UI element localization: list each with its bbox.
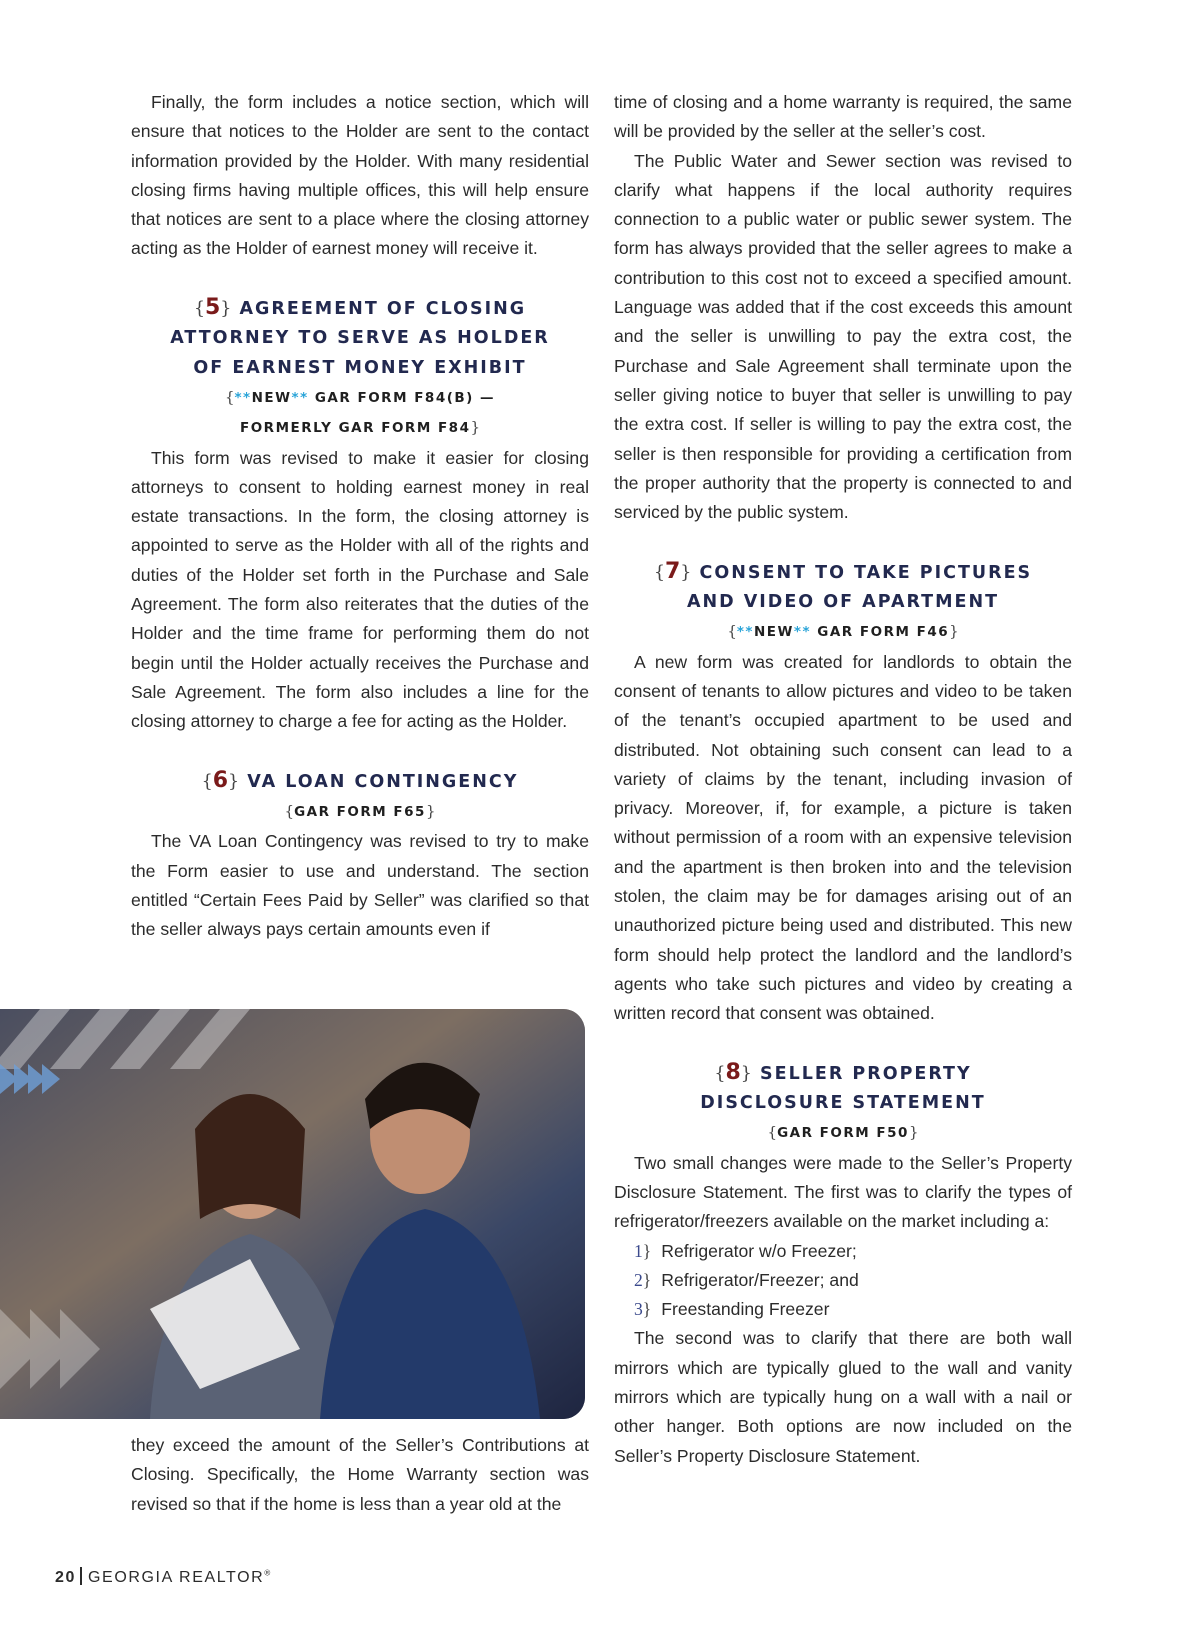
section-6-body-bottom: they exceed the amount of the Seller’s Contributions at Closing. Specifically, the Home Warranty section was revised so that if the home is less than a year old at the — [131, 1435, 589, 1514]
section-8-number: 8 — [725, 1059, 741, 1085]
section-5-subtitle: {**NEW** GAR FORM F84(B) — FORMERLY GAR FORM F84} — [224, 387, 496, 437]
section-8-title-line-1: SELLER PROPERTY — [760, 1063, 972, 1084]
list-item: 3} Freestanding Freezer — [634, 1299, 830, 1320]
section-7-body: A new form was created for landlords to obtain the consent of tenants to allow pictures and video to be taken of the tenant’s occupied apartment to be used and distributed. Not obtaining such consent can lead to a variety of claims by the tenant, including invasion of privacy. Moreover, if, for example, a picture is taken without permission of a room with an expensive television and the apartment is then broken into and the television stolen, the claim may be for damages arising out of an unauthorized picture being used and distributed. This new form should help protect the landlord and the landlord’s agents who take such pictures and video by creating a written record that consent was obtained. — [614, 651, 1072, 1024]
section-8-subtitle: {GAR FORM F50} — [767, 1123, 919, 1142]
section-5-heading: {5} AGREEMENT OF CLOSING ATTORNEY TO SERVE AS HOLDER OF EARNEST MONEY EXHIBIT — [170, 295, 550, 378]
left-column-bottom — [131, 1431, 589, 1519]
intro-paragraph: Finally, the form includes a notice section, which will ensure that notices to the Holder are sent to the contact information provided by the Holder. With many residential closing firms having multiple offices, this will help ensure that notices are sent to a place where the closing attorney acting as the Holder of earnest money will receive it. — [131, 92, 589, 259]
section-5-number: 5 — [204, 295, 221, 321]
section-6-number: 6 — [212, 767, 229, 793]
registered-mark: ® — [264, 1568, 272, 1578]
list-item: 2} Refrigerator/Freezer; and — [634, 1269, 859, 1290]
section-7-subtitle: {**NEW** GAR FORM F46} — [727, 622, 959, 641]
section-6-heading: {6} VA LOAN CONTINGENCY — [201, 767, 519, 793]
page-number: 20 — [55, 1569, 76, 1586]
page-footer — [55, 1567, 272, 1587]
business-people-photo — [0, 1009, 585, 1419]
section-8-body: Two small changes were made to the Seller’s Property Disclosure Statement. The first was to clarify the types of refrigerator/freezers available on the market including a: — [614, 1152, 1072, 1232]
section-8-title-line-2: DISCLOSURE STATEMENT — [700, 1093, 986, 1114]
photo-illustration — [0, 1009, 585, 1419]
section-7-title-line-2: AND VIDEO OF APARTMENT — [686, 592, 1000, 613]
list-item: 1} Refrigerator w/o Freezer; — [634, 1240, 857, 1261]
section-5-title-line-1: AGREEMENT OF CLOSING — [239, 299, 527, 320]
section-6-subtitle: {GAR FORM F65} — [284, 802, 436, 821]
section-7-heading: {7} CONSENT TO TAKE PICTURES AND VIDEO OF APARTMENT — [653, 558, 1033, 613]
section-5-title-line-3: OF EARNEST MONEY EXHIBIT — [193, 357, 527, 378]
continuation-paragraph: time of closing and a home warranty is required, the same will be provided by the seller at the seller’s cost. — [614, 92, 1072, 142]
section-7-number: 7 — [664, 558, 681, 584]
section-7-title-line-1: CONSENT TO TAKE PICTURES — [699, 562, 1033, 583]
section-8-heading: {8} SELLER PROPERTY DISCLOSURE STATEMENT — [700, 1059, 986, 1114]
footer-divider — [80, 1567, 82, 1585]
publication-name: GEORGIA REALTOR — [88, 1569, 265, 1586]
right-column — [614, 88, 1072, 1471]
refrigerator-list — [614, 1237, 1072, 1325]
water-sewer-paragraph: The Public Water and Sewer section was revised to clarify what happens if the local authority requires connection to a public water or public sewer system. The form has always provided that the seller agrees to make a contribution to this cost not to exceed a specified amount. Language was added that if the cost exceeds this amount and the seller is unwilling to pay the extra cost, the Purchase and Sale Agreement shall terminate upon the seller giving notice to buyer that seller is unwilling to pay the extra cost. If seller is willing to pay the extra cost, the seller is then responsible for providing a certification from the proper authority that the property is connected to and serviced by the public system. — [614, 150, 1072, 523]
section-5-title-line-2: ATTORNEY TO SERVE AS HOLDER — [170, 328, 550, 349]
section-5-body: This form was revised to make it easier for closing attorneys to consent to holding earnest money in real estate transactions. In the form, the closing attorney is appointed to serve as the Holder with all of the rights and duties of the Holder set forth in the Purchase and Sale Agreement. The form also reiterates that the duties of the Holder and the time frame for performing them do not begin until the Holder actually receives the Purchase and Sale Agreement. The form also includes a line for the closing attorney to charge a fee for acting as the Holder. — [131, 447, 589, 732]
section-6-title: VA LOAN CONTINGENCY — [247, 771, 519, 792]
section-6-body-top: The VA Loan Contingency was revised to try to make the Form easier to use and understand. The section entitled “Certain Fees Paid by Seller” was clarified so that the seller always pays certain amounts even if — [131, 831, 589, 940]
section-8-body-2: The second was to clarify that there are both wall mirrors which are typically glued to the wall and vanity mirrors which are typically hung on a wall with a nail or other hanger. Both options are now included on the Seller’s Property Disclosure Statement. — [614, 1328, 1072, 1466]
left-column — [131, 88, 589, 945]
